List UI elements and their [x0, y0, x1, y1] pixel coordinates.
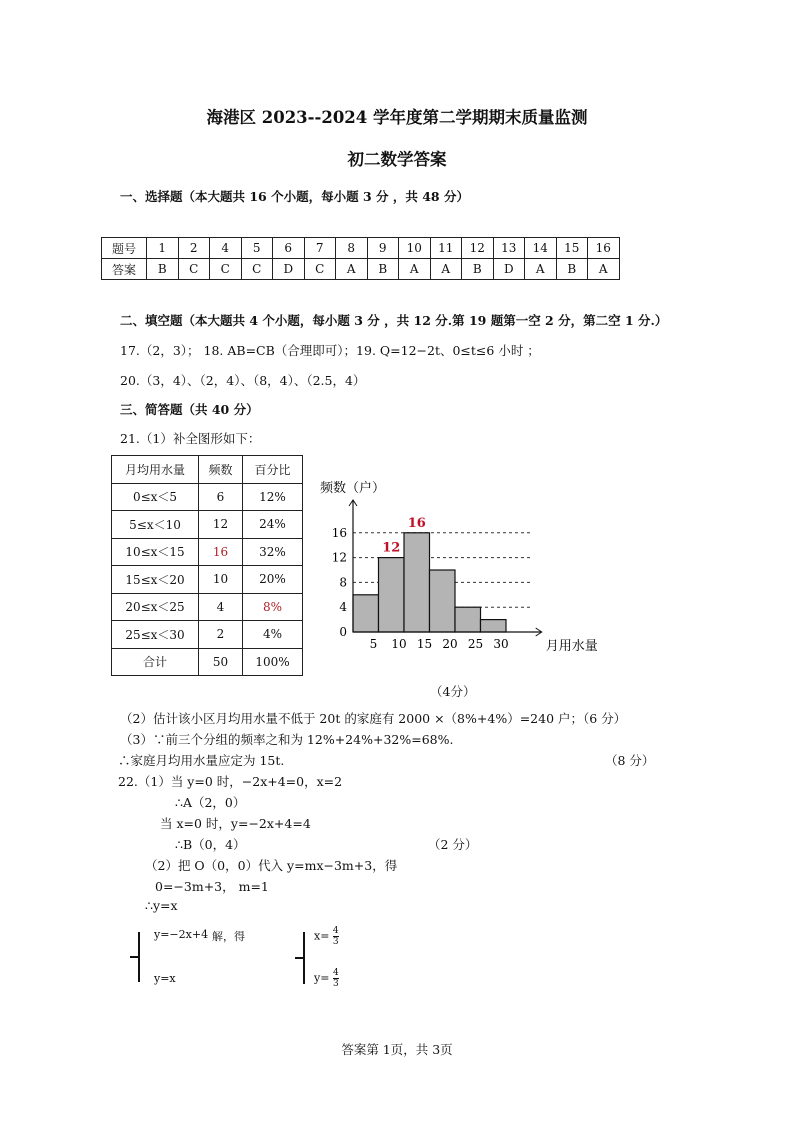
question-number: 16 [588, 238, 620, 259]
section2-heading: 二、填空题（本大题共 4 个小题，每小题 3 分 ，共 12 分.第 19 题第一空 2 分，第二空 1 分.） [120, 313, 668, 328]
q22-point-b: ∴B（0，4） [175, 837, 246, 852]
q21-part2: （2）估计该小区月均用水量不低于 20t 的家庭有 2000 ×（8%+4%）=240 户；（6 分） [120, 711, 627, 726]
q22-result: ∴y=x [145, 898, 178, 913]
y-tick-label: 16 [331, 525, 347, 540]
table-cell: 15≤x＜20 [112, 566, 199, 594]
x-tick-label: 15 [416, 637, 433, 651]
answer-cell: C [304, 259, 336, 280]
q22-equation: 0=−3m+3， m=1 [155, 879, 269, 894]
table-cell: 4% [243, 621, 303, 649]
question-number: 9 [367, 238, 399, 259]
histogram-bar [353, 595, 379, 632]
table-cell: 6 [199, 483, 243, 511]
table-cell: 24% [243, 511, 303, 539]
question-number: 15 [556, 238, 588, 259]
q22-part2: （2）把 O（0，0）代入 y=mx−3m+3，得 [145, 858, 398, 873]
answer-cell: B [556, 259, 588, 280]
x-tick-label: 5 [369, 637, 378, 651]
section3-heading: 三、简答题（共 40 分） [120, 402, 259, 417]
table-row [112, 621, 303, 649]
table-cell: 8% [243, 593, 303, 621]
solve-label: 解，得 [212, 930, 245, 943]
row-label: 答案 [102, 259, 147, 280]
score-label: （2 分） [428, 837, 478, 852]
histogram-bar [379, 558, 405, 632]
question-number: 13 [493, 238, 525, 259]
question-number: 7 [304, 238, 336, 259]
table-cell: 100% [243, 648, 303, 676]
q22-x0: 当 x=0 时，y=−2x+4=4 [160, 816, 311, 831]
answer-cell: B [367, 259, 399, 280]
solution-y [314, 968, 339, 989]
fraction [333, 968, 339, 989]
fraction [333, 926, 339, 947]
question-number: 12 [462, 238, 494, 259]
table-cell: 2 [199, 621, 243, 649]
answer-cell: B [462, 259, 494, 280]
denominator: 3 [332, 937, 339, 947]
table-cell: 12% [243, 483, 303, 511]
fill-answers-line2: 20.（3，4）、（2，4）、（8，4）、（2.5，4） [120, 373, 366, 388]
answer-cell: A [399, 259, 431, 280]
denominator: 3 [332, 979, 339, 989]
section1-heading: 一、选择题（本大题共 16 个小题，每小题 3 分 ，共 48 分） [120, 189, 469, 204]
numerator: 4 [332, 968, 339, 978]
page-title: 海港区 2023--2024 学年度第二学期期末质量监测 [206, 108, 588, 127]
score-label: （8 分） [605, 753, 655, 768]
table-cell: 50 [199, 648, 243, 676]
q22-point-a: ∴A（2，0） [175, 795, 246, 810]
table-cell: 10≤x＜15 [112, 538, 199, 566]
question-number: 10 [399, 238, 431, 259]
q21-part3: （3）∵前三个分组的频率之和为 12%+24%+32%=68%. [120, 732, 454, 747]
x-tick-label: 0 [339, 625, 347, 639]
answer-cell: D [493, 259, 525, 280]
col-header: 频数 [199, 456, 243, 484]
table-row [112, 648, 303, 676]
system-eq2: y=x [154, 972, 176, 985]
answer-cell: A [336, 259, 368, 280]
brace-tick [130, 956, 138, 958]
question-number: 2 [178, 238, 210, 259]
table-cell: 合计 [112, 648, 199, 676]
q22-part1: 22.（1）当 y=0 时，−2x+4=0，x=2 [118, 774, 343, 789]
y-tick-label: 4 [339, 600, 347, 615]
answer-cell: B [147, 259, 179, 280]
question-number: 11 [430, 238, 462, 259]
table-cell: 25≤x＜30 [112, 621, 199, 649]
brace-tick [295, 957, 303, 959]
question-number: 14 [525, 238, 557, 259]
y-tick-label: 8 [339, 575, 347, 590]
question-number: 6 [273, 238, 305, 259]
histogram-bar [430, 570, 456, 632]
x-axis-label: 月用水量 [545, 639, 598, 654]
table-row [112, 593, 303, 621]
fill-answers-line1: 17.（2，3）； 18. AB=CB（合理即可）；19. Q=12−2t、0≤t≤6 小时 ； [120, 343, 540, 358]
table-row [112, 538, 303, 566]
col-header: 月均用水量 [112, 456, 199, 484]
numerator: 4 [332, 926, 339, 936]
solution-brace [303, 932, 305, 984]
sol-y-label: y= [314, 971, 330, 985]
table-cell: 12 [199, 511, 243, 539]
choice-answer-table [101, 237, 620, 280]
question-number: 8 [336, 238, 368, 259]
system-eq1: y=−2x+4 [154, 928, 209, 941]
y-axis-label: 频数（户） [320, 481, 386, 496]
answer-cell: C [241, 259, 273, 280]
score-label: （4分） [430, 684, 476, 699]
histogram-bar [481, 620, 507, 632]
table-cell: 4 [199, 593, 243, 621]
frequency-table [111, 455, 303, 676]
table-cell: 32% [243, 538, 303, 566]
q21-intro: 21.（1）补全图形如下： [120, 431, 261, 446]
question-number: 4 [210, 238, 242, 259]
x-tick-label: 10 [391, 637, 407, 651]
page-footer: 答案第 1页，共 3页 [341, 1042, 453, 1057]
histogram-bar [455, 607, 481, 632]
y-tick-label: 12 [331, 550, 347, 565]
q21-part3-conclusion: ∴家庭月均用水量应定为 15t. [118, 753, 285, 768]
x-tick-label: 25 [467, 637, 484, 651]
histogram-chart [310, 470, 610, 660]
page-subtitle: 初二数学答案 [347, 150, 447, 169]
answer-cell: C [178, 259, 210, 280]
col-header: 百分比 [243, 456, 303, 484]
system-brace [138, 932, 140, 982]
histogram-bar [404, 533, 430, 632]
row-label: 题号 [102, 238, 147, 259]
table-cell: 20% [243, 566, 303, 594]
question-number: 1 [147, 238, 179, 259]
data-label: 12 [382, 540, 401, 556]
table-cell: 5≤x＜10 [112, 511, 199, 539]
answer-cell: A [588, 259, 620, 280]
table-cell: 10 [199, 566, 243, 594]
x-tick-label: 20 [442, 637, 458, 651]
table-row [112, 511, 303, 539]
answer-cell: D [273, 259, 305, 280]
table-cell: 0≤x＜5 [112, 483, 199, 511]
table-cell: 20≤x＜25 [112, 593, 199, 621]
data-label: 16 [407, 515, 426, 531]
table-cell: 16 [199, 538, 243, 566]
answer-cell: A [525, 259, 557, 280]
sol-x-label: x= [314, 929, 330, 943]
answer-cell: A [430, 259, 462, 280]
table-row [112, 483, 303, 511]
answer-cell: C [210, 259, 242, 280]
table-row [112, 566, 303, 594]
question-number: 5 [241, 238, 273, 259]
solution-x [314, 926, 339, 947]
x-tick-label: 30 [493, 637, 509, 651]
